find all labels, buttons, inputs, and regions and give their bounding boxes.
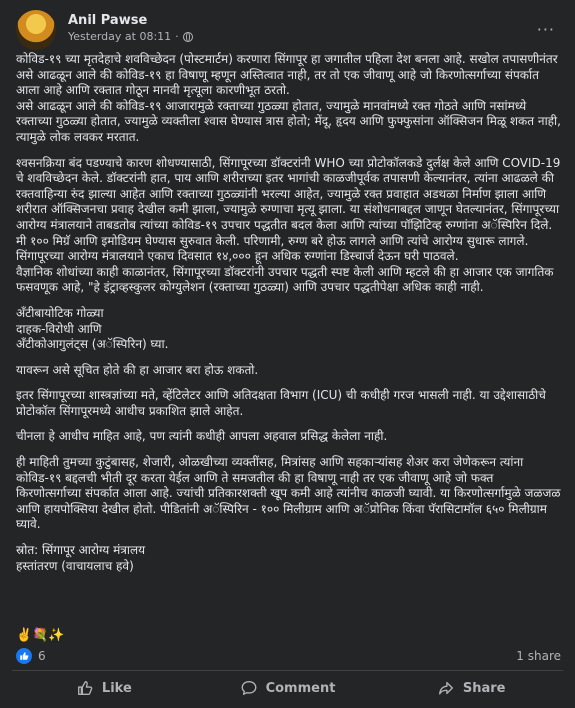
comment-icon [240, 679, 258, 697]
paragraph-8: स्रोत: सिंगापूर आरोग्य मंत्रालय हस्तांतरण (वाचायलाच हवे) [16, 543, 146, 573]
thumbs-up-icon [76, 679, 94, 697]
comment-button[interactable] [196, 672, 380, 704]
more-options-icon[interactable]: ··· [536, 20, 555, 39]
post-meta [68, 13, 193, 45]
share-label: Share [462, 680, 506, 696]
globe-icon [183, 32, 193, 42]
author-name[interactable]: Anil Pawse [68, 13, 148, 28]
divider [12, 670, 563, 671]
paragraph-3: अँटीबायोटिक गोळ्या दाहक-विरोधी आणि अँटीकोआगुलंट्स (अॅस्पिरिन) घ्या. [16, 305, 169, 352]
post-subline [68, 29, 193, 45]
emoji-line: ✌️💐✨ [16, 628, 65, 643]
share-button[interactable] [379, 672, 563, 704]
avatar[interactable] [16, 10, 56, 50]
reaction-count: 6 [38, 649, 46, 663]
paragraph-1: कोविड-१९ च्या मृतदेहाचे शवविच्छेदन (पोस्टमार्टम) करणारा सिंगापूर हा जगातील पहिला देश बनला आहे. सखोल तपासणीनंतर असे आढळून आले की कोविड-१९ हा विषाणू म्हणून अस्तित्वात नाही, तर तो एक जीवाणू आहे जो किरणोत्सर्गाच्या संपर्कात आला आहे आणि रक्तात गोठून मानवी मृत्यूला कारणीभूत ठरतो. असे आढळून आले की कोविड-१९ आजारामुळे रक्ताच्या गुठळ्या होतात, ज्यामुळे मानवांमध्ये रक्त गोठते आणि नसांमध्ये रक्ताच्या गुठळ्या होतात, ज्यामुळे व्यक्तीला श्वास घेण्यास त्रास होतो; मेंदू, हृदय आणि फुफ्फुसांना ऑक्सिजन मिळू शकत नाही, त्यामुळे लोक लवकर मरतात. [16, 52, 561, 144]
paragraph-5: इतर सिंगापूरच्या शास्त्रज्ञांच्या मते, व्हेंटिलेटर आणि अतिदक्षता विभाग (ICU) ची कधीही गरज भासली नाही. या उद्देशासाठीचे प्रोटोकॉल सिंगापूरमध्ये आधीच प्रकाशित झाले आहेत. [16, 388, 546, 418]
like-label: Like [101, 680, 132, 696]
paragraph-6: चीनला हे आधीच माहित आहे, पण त्यांनी कधीही आपला अहवाल प्रसिद्ध केलेला नाही. [16, 429, 388, 444]
action-bar [12, 672, 563, 704]
post-header [16, 10, 193, 50]
paragraph-4: यावरून असे सूचित होते की हा आजार बरा होऊ शकतो. [16, 362, 259, 377]
reaction-summary[interactable] [16, 648, 46, 664]
separator-dot: · [175, 30, 179, 43]
post-body [16, 52, 561, 574]
post-timestamp[interactable]: Yesterday at 08:11 [68, 30, 172, 43]
share-icon [437, 679, 455, 697]
share-count[interactable]: 1 share [516, 649, 561, 663]
paragraph-2: श्वसनक्रिया बंद पडण्याचे कारण शोधण्यासाठी, सिंगापूरच्या डॉक्टरांनी WHO च्या प्रोटोकॉलकडे दुर्लक्ष केले आणि COVID-19 चे शवविच्छेदन केले. डॉक्टरांनी हात, पाय आणि शरीराच्या इतर भागांची काळजीपूर्वक तपासणी केल्यानंतर, त्यांना आढळले की रक्तवाहिन्या रुंद झाल्या आहेत आणि रक्ताच्या गुठळ्यांनी भरल्या आहेत, ज्यामुळे रक्त प्रवाहात अडथळा निर्माण झाला आणि शरीरात ऑक्सिजनचा प्रवाह देखील कमी झाला, ज्यामुळे रुग्णाचा मृत्यू झाला. या संशोधनाबद्दल जाणून घेतल्यानंतर, सिंगापूरच्या आरोग्य मंत्रालयाने ताबडतोब त्यांच्या कोविड-१९ उपचार पद्धतीत बदल केला आणि त्यांच्या पॉझिटिव्ह रुग्णांना अॅस्पिरिन दिले. मी १०० मिग्रॅ आणि इमोडियम घेण्यास सुरुवात केली. परिणामी, रुग्ण बरे होऊ लागले आणि त्यांचे आरोग्य सुधारू लागले. सिंगापूरच्या आरोग्य मंत्रालयाने एकाच दिवसात १४,००० हून अधिक रुग्णांना डिस्चार्ज देऊन घरी पाठवले. वैज्ञानिक शोधांच्या काही काळानंतर, सिंगापूरच्या डॉक्टरांनी उपचार पद्धती स्पष्ट केली आणि म्हटले की हा आजार एक जागतिक फसवणूक आहे, "हे इंट्राव्हस्कुलर कोग्युलेशन (रक्ताच्या गुठळ्या) आणि उपचार पद्धतीपेक्षा अधिक काही नाही. [16, 155, 561, 295]
comment-label: Comment [265, 680, 336, 696]
like-reaction-icon [16, 648, 32, 664]
paragraph-7: ही माहिती तुमच्या कुटुंबासह, शेजारी, ओळखीच्या व्यक्तींसह, मित्रांसह आणि सहकाऱ्यांसह शेअर करा जेणेकरून त्यांना कोविड-१९ बद्दलची भीती दूर करता येईल आणि ते समजतील की हा विषाणू नाही तर एक जीवाणू आहे जो फक्त किरणोत्सर्गाच्या संपर्कात आला आहे. ज्यांची प्रतिकारशक्ती खूप कमी आहे त्यांनीच काळजी घ्यावी. या किरणोत्सर्गामुळे जळजळ आणि हायपोक्सिया देखील होतो. पीडितांनी अॅस्पिरिन - १०० मिलीग्राम आणि अॅप्रोनिक किंवा पॅरासिटामॉल ६५० मिलीग्राम घ्यावे. [16, 455, 561, 532]
like-button[interactable] [12, 672, 196, 704]
